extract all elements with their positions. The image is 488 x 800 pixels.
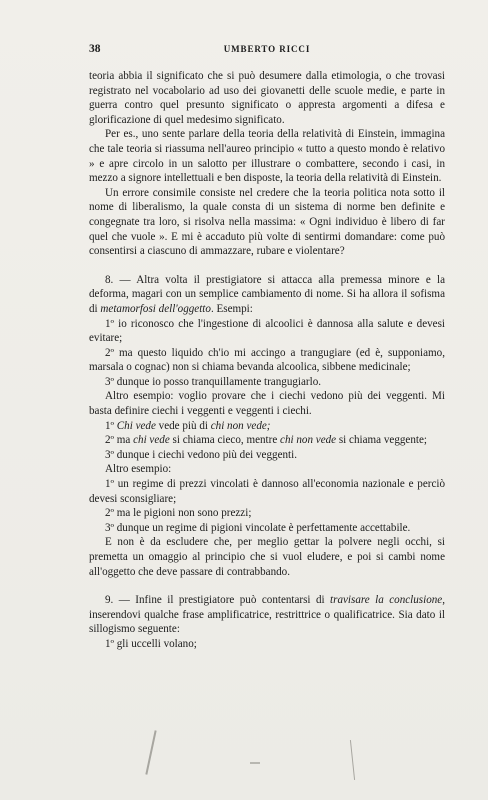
example-line xyxy=(89,433,445,448)
text-run: vede più di xyxy=(155,419,211,432)
example-line: 3º dunque io posso tranquillamente trangugiarlo. xyxy=(105,375,322,388)
section-8-intro xyxy=(89,273,445,317)
example-line xyxy=(89,419,445,434)
italic-term: chi vede xyxy=(133,434,170,447)
paragraph: E non è da escludere che, per meglio gettar la polvere negli occhi, si premetta un omaggio al principio che si vuol eludere, e poi si cambi nome all'oggetto che deve passare di contrabbando. xyxy=(89,536,445,578)
example-line: 3º dunque un regime di pigioni vincolate è perfettamente accettabile. xyxy=(105,521,411,534)
example-line: 1º gli uccelli volano; xyxy=(105,637,197,650)
pencil-mark xyxy=(250,762,260,764)
italic-term: metamorfosi dell'oggetto xyxy=(100,302,211,315)
text-run: , inserendovi qualche frase amplificatrice, restrittrice o qualificatrice. Sia dato il sillogismo seguente: xyxy=(89,594,445,636)
section-9-intro xyxy=(89,593,445,637)
text-run: 2º ma xyxy=(105,434,134,447)
section-gap xyxy=(89,259,445,273)
text-run: 1º xyxy=(105,419,117,432)
page-number: 38 xyxy=(89,43,101,55)
example-line: 3º dunque i ciechi vedono più dei veggenti. xyxy=(105,448,297,461)
paragraph: Altro esempio: voglio provare che i ciechi vedono più dei veggenti. Mi basta definire ciechi i veggenti e veggenti i ciechi. xyxy=(89,390,445,418)
text-run: si chiama cieco, mentre xyxy=(169,434,281,447)
example-line: 1º un regime di prezzi vincolati è dannoso all'economia nazionale e perciò devesi sconsigliare; xyxy=(89,478,445,505)
text-run: . Esempi: xyxy=(210,302,253,315)
italic-term: chi non vede xyxy=(280,434,337,447)
pencil-mark xyxy=(145,730,156,774)
paragraph: Un errore consimile consiste nel credere che la teoria politica nota sotto il nome di liberalismo, la quale consta di un sistema di norme ben definite e congegnate tra loro, si risolva nella massima: « Ogni individuo è libero di far quel che vuole ». E mi è accaduto più volte di sentirmi domandare: come può consentirsi a ciascuno di ammazzare, rubare e violentare? xyxy=(89,186,445,258)
italic-term: travisare la conclusione xyxy=(330,594,443,607)
example-line: 2º ma questo liquido ch'io mi accingo a trangugiare (ed è, supponiamo, marsala o cognac) non si chiama bevanda alcoolica, sibbene medicinale; xyxy=(89,346,445,374)
pencil-mark xyxy=(350,740,355,780)
section-gap xyxy=(89,579,445,593)
text-run: 8. — Altra volta il prestigiatore si attacca alla premessa minore e la deforma, magari con un semplice cambiamento di nome. Si ha allora il sofisma di xyxy=(89,273,445,315)
example-line: 2º ma le pigioni non sono prezzi; xyxy=(105,507,252,520)
example-line: 1º io riconosco che l'ingestione di alcoolici è dannosa alla salute e devesi evitare; xyxy=(89,317,445,345)
text-run: si chiama veggente; xyxy=(336,434,427,447)
paragraph: Altro esempio: xyxy=(105,463,172,476)
running-title: UMBERTO RICCI xyxy=(223,44,311,54)
page-body xyxy=(89,69,445,652)
paragraph: teoria abbia il significato che si può desumere dalla etimologia, o che trovasi registrato nel vocabolario ad uso dei giovanetti delle scuole medie, e parte in guerra contro quel presunto significato o appresta argomenti a difesa e glorificazione di quel medesimo significato. xyxy=(89,70,445,126)
paragraph: Per es., uno sente parlare della teoria della relatività di Einstein, immagina che tale teoria si riassuma nell'aureo principio « tutto a questo mondo è relativo » e apre circolo in un salotto per illustrare o combattere, secondo i casi, in mezzo a signore intellettuali e ben disposte, la teoria della relatività di Einstein. xyxy=(89,128,445,185)
text-run: 9. — Infine il prestigiatore può contentarsi di xyxy=(105,594,331,607)
italic-term: Chi vede xyxy=(116,419,156,432)
page-header xyxy=(89,43,445,57)
italic-term: chi non vede; xyxy=(210,419,271,432)
